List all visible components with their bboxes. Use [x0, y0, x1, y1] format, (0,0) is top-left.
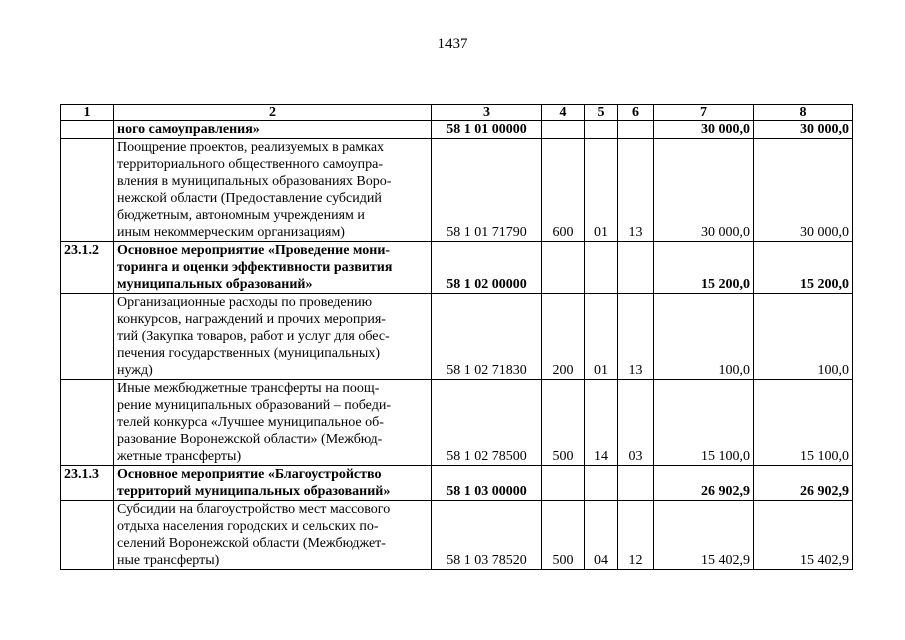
description-line: тий (Закупка товаров, работ и услуг для обес- — [117, 329, 390, 344]
table-row — [61, 294, 853, 380]
description-line: ного самоуправления» — [117, 122, 260, 137]
amount-col-7: 100,0 — [654, 294, 754, 380]
row-description — [114, 139, 432, 242]
row-description — [114, 242, 432, 294]
budget-code: 58 1 03 00000 — [432, 466, 542, 501]
description-line: бюджетным, автономным учреждениям и — [117, 208, 365, 223]
budget-code: 58 1 03 78520 — [432, 501, 542, 570]
table-row — [61, 139, 853, 242]
amount-col-8: 15 402,9 — [754, 501, 853, 570]
description-line: нужд) — [117, 363, 153, 378]
amount-col-7: 30 000,0 — [654, 121, 754, 139]
description-line: конкурсов, награждений и прочих мероприя- — [117, 312, 386, 327]
row-number: 23.1.2 — [61, 242, 114, 294]
description-line: Поощрение проектов, реализуемых в рамках — [117, 140, 385, 155]
amount-col-8: 100,0 — [754, 294, 853, 380]
description-line: жетные трансферты) — [117, 449, 242, 464]
budget-table — [60, 104, 853, 570]
subsection-code: 03 — [618, 380, 654, 466]
description-line: нежской области (Предоставление субсидий — [117, 191, 382, 206]
description-line: торинга и оценки эффективности развития — [117, 260, 393, 275]
amount-col-7: 15 100,0 — [654, 380, 754, 466]
description-line: иным некоммерческим организациям) — [117, 225, 345, 240]
section-code: 14 — [585, 380, 618, 466]
description-line: Основное мероприятие «Проведение мони- — [117, 243, 391, 258]
column-header: 3 — [432, 105, 542, 121]
description-line: территорий муниципальных образований» — [117, 484, 391, 499]
row-description — [114, 121, 432, 139]
column-header: 5 — [585, 105, 618, 121]
expense-type — [542, 121, 585, 139]
subsection-code: 13 — [618, 294, 654, 380]
column-header: 1 — [61, 105, 114, 121]
section-code — [585, 242, 618, 294]
subsection-code — [618, 466, 654, 501]
table-row — [61, 380, 853, 466]
description-line: рение муниципальных образований – победи- — [117, 398, 391, 413]
expense-type: 200 — [542, 294, 585, 380]
header-row — [61, 105, 853, 121]
description-line: территориального общественного самоупра- — [117, 157, 384, 172]
row-number: 23.1.3 — [61, 466, 114, 501]
budget-code: 58 1 01 71790 — [432, 139, 542, 242]
subsection-code — [618, 121, 654, 139]
row-description — [114, 501, 432, 570]
table-row — [61, 501, 853, 570]
description-line: разование Воронежской области» (Межбюд- — [117, 432, 383, 447]
table-row — [61, 466, 853, 501]
expense-type: 600 — [542, 139, 585, 242]
expense-type — [542, 466, 585, 501]
budget-code: 58 1 02 00000 — [432, 242, 542, 294]
amount-col-8: 15 100,0 — [754, 380, 853, 466]
column-header: 6 — [618, 105, 654, 121]
row-number — [61, 294, 114, 380]
amount-col-7: 30 000,0 — [654, 139, 754, 242]
budget-code: 58 1 02 71830 — [432, 294, 542, 380]
row-description — [114, 466, 432, 501]
amount-col-7: 15 402,9 — [654, 501, 754, 570]
description-line: вления в муниципальных образованиях Воро- — [117, 174, 392, 189]
section-code — [585, 121, 618, 139]
description-line: телей конкурса «Лучшее муниципальное об- — [117, 415, 384, 430]
column-header: 4 — [542, 105, 585, 121]
description-line: Основное мероприятие «Благоустройство — [117, 467, 382, 482]
expense-type: 500 — [542, 501, 585, 570]
section-code — [585, 466, 618, 501]
section-code: 04 — [585, 501, 618, 570]
expense-type: 500 — [542, 380, 585, 466]
budget-code: 58 1 02 78500 — [432, 380, 542, 466]
expense-type — [542, 242, 585, 294]
description-line: муниципальных образований» — [117, 277, 313, 292]
page-number: 1437 — [437, 36, 468, 52]
subsection-code: 13 — [618, 139, 654, 242]
table-row — [61, 121, 853, 139]
column-header: 7 — [654, 105, 754, 121]
row-number — [61, 380, 114, 466]
description-line: отдыха населения городских и сельских по- — [117, 519, 379, 534]
table-row — [61, 242, 853, 294]
row-number — [61, 501, 114, 570]
section-code: 01 — [585, 139, 618, 242]
amount-col-7: 15 200,0 — [654, 242, 754, 294]
subsection-code — [618, 242, 654, 294]
budget-code: 58 1 01 00000 — [432, 121, 542, 139]
description-line: Субсидии на благоустройство мест массового — [117, 502, 391, 517]
row-description — [114, 294, 432, 380]
description-line: Организационные расходы по проведению — [117, 295, 373, 310]
amount-col-8: 30 000,0 — [754, 121, 853, 139]
description-line: печения государственных (муниципальных) — [117, 346, 380, 361]
description-line: ные трансферты) — [117, 553, 220, 568]
row-number — [61, 139, 114, 242]
description-line: селений Воронежской области (Межбюджет- — [117, 536, 386, 551]
amount-col-8: 26 902,9 — [754, 466, 853, 501]
row-number — [61, 121, 114, 139]
column-header: 2 — [114, 105, 432, 121]
description-line: Иные межбюджетные трансферты на поощ- — [117, 381, 380, 396]
section-code: 01 — [585, 294, 618, 380]
row-description — [114, 380, 432, 466]
amount-col-8: 30 000,0 — [754, 139, 853, 242]
amount-col-8: 15 200,0 — [754, 242, 853, 294]
amount-col-7: 26 902,9 — [654, 466, 754, 501]
column-header: 8 — [754, 105, 853, 121]
subsection-code: 12 — [618, 501, 654, 570]
